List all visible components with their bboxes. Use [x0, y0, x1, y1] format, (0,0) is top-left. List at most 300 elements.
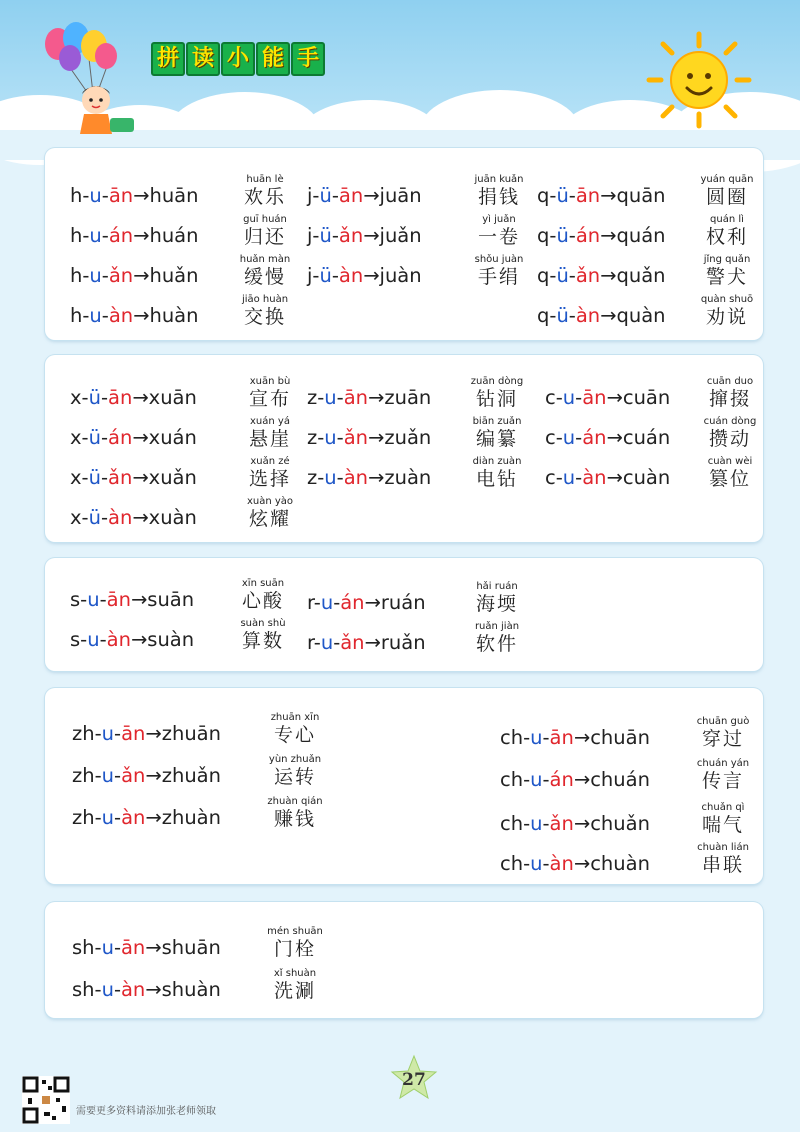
initial-consonant: zh: [72, 806, 95, 829]
arrow: →: [133, 264, 150, 287]
word-pinyin-annotation: ruǎn jiàn: [474, 621, 520, 632]
medial-vowel: u: [530, 768, 543, 791]
pinyin-entry: [537, 294, 777, 328]
word-characters: 运转: [273, 766, 316, 788]
initial-consonant: x: [70, 386, 82, 409]
medial-vowel: u: [562, 426, 576, 449]
medial-vowel: u: [530, 812, 543, 835]
pinyin-entry: [70, 254, 313, 288]
final-syllable: án: [108, 426, 133, 449]
hyphen: -: [542, 812, 550, 835]
word-characters: 海堧: [475, 593, 518, 615]
hyphen: -: [81, 386, 89, 409]
medial-vowel: ü: [88, 426, 101, 449]
word-pinyin-annotation: jiāo huàn: [241, 294, 289, 305]
result-syllable: zuǎn: [384, 426, 432, 449]
pinyin-spelling: [72, 806, 221, 830]
word-pinyin-annotation: chuán yán: [696, 758, 750, 769]
hyphen: -: [101, 224, 109, 247]
arrow: →: [133, 184, 150, 207]
arrow: →: [363, 184, 380, 207]
final-syllable: ān: [121, 722, 146, 745]
word-pinyin-annotation: shǒu juàn: [474, 254, 524, 265]
hyphen: -: [317, 386, 325, 409]
word-characters: 传言: [701, 770, 744, 792]
initial-consonant: ch: [500, 726, 524, 749]
final-syllable: ǎn: [575, 264, 601, 287]
title-char: 手: [291, 42, 325, 76]
initial-consonant: q: [537, 224, 550, 247]
final-syllable: ǎn: [121, 764, 146, 787]
word-pinyin-annotation: yuán quān: [700, 174, 754, 185]
result-syllable: ruǎn: [380, 631, 426, 654]
arrow: →: [145, 764, 162, 787]
final-syllable: án: [575, 224, 601, 247]
medial-vowel: u: [530, 726, 543, 749]
pinyin-entry: [72, 926, 323, 960]
example-word: [688, 758, 758, 792]
word-pinyin-annotation: xīn suān: [241, 578, 285, 589]
initial-consonant: ch: [500, 768, 524, 791]
example-word: [695, 456, 765, 490]
result-syllable: cuán: [622, 426, 671, 449]
pinyin-spelling: [307, 264, 422, 288]
result-syllable: shuàn: [161, 978, 221, 1001]
pinyin-entry: [70, 416, 310, 450]
initial-consonant: q: [537, 264, 550, 287]
initial-consonant: h: [70, 184, 83, 207]
title-char: 读: [186, 42, 220, 76]
word-characters: 圆圈: [705, 186, 748, 208]
hyphen: -: [80, 588, 88, 611]
word-characters: 撺掇: [708, 388, 751, 410]
medial-vowel: ü: [556, 264, 569, 287]
initial-consonant: c: [545, 466, 556, 489]
pinyin-spelling: [537, 184, 666, 208]
pinyin-spelling: [307, 426, 431, 450]
title-char: 能: [256, 42, 290, 76]
hyphen: -: [94, 978, 102, 1001]
result-syllable: huān: [149, 184, 199, 207]
hyphen: -: [523, 768, 531, 791]
final-syllable: án: [108, 224, 134, 247]
arrow: →: [363, 264, 380, 287]
medial-vowel: ü: [556, 184, 569, 207]
final-syllable: ǎn: [343, 426, 369, 449]
pinyin-spelling: [70, 426, 197, 450]
medial-vowel: u: [101, 806, 115, 829]
pinyin-spelling: [70, 184, 199, 208]
final-syllable: án: [549, 768, 574, 791]
word-pinyin-annotation: yì juǎn: [482, 214, 516, 225]
medial-vowel: u: [89, 264, 102, 287]
medial-vowel: u: [320, 591, 334, 614]
initial-consonant: q: [537, 184, 550, 207]
example-word: [230, 294, 300, 328]
example-word: [260, 926, 330, 960]
word-characters: 手绢: [477, 266, 520, 288]
word-characters: 赚钱: [273, 808, 316, 830]
sun-icon: [645, 30, 753, 130]
final-syllable: ān: [106, 588, 131, 611]
pinyin-entry: [72, 796, 323, 830]
initial-consonant: x: [70, 466, 82, 489]
hyphen: -: [312, 224, 320, 247]
arrow: →: [368, 386, 385, 409]
initial-consonant: r: [307, 591, 314, 614]
pinyin-spelling: [70, 386, 197, 410]
pinyin-entry: [72, 968, 317, 1002]
word-characters: 编纂: [475, 428, 518, 450]
word-pinyin-annotation: xuàn yào: [246, 496, 294, 507]
word-characters: 宣布: [248, 388, 291, 410]
hyphen: -: [317, 426, 325, 449]
hyphen: -: [82, 224, 90, 247]
pinyin-entry: [500, 716, 750, 750]
final-syllable: àn: [106, 628, 131, 651]
arrow: →: [573, 726, 591, 749]
word-characters: 权利: [705, 226, 748, 248]
pinyin-spelling: [500, 768, 650, 792]
qr-code-icon: [22, 1076, 70, 1124]
word-pinyin-annotation: biān zuǎn: [472, 416, 522, 427]
hyphen: -: [100, 506, 108, 529]
example-word: [235, 376, 305, 410]
example-word: [462, 376, 532, 410]
word-pinyin-annotation: xuán yá: [250, 416, 290, 427]
arrow: →: [573, 852, 591, 875]
result-syllable: zuàn: [384, 466, 432, 489]
pinyin-spelling: [72, 936, 221, 960]
word-characters: 穿过: [701, 728, 744, 750]
hyphen: -: [549, 184, 557, 207]
medial-vowel: ü: [319, 184, 332, 207]
result-syllable: shuān: [161, 936, 221, 959]
final-syllable: ān: [120, 936, 146, 959]
result-syllable: cuàn: [622, 466, 671, 489]
result-syllable: quán: [616, 224, 666, 247]
medial-vowel: u: [101, 722, 115, 745]
arrow: →: [145, 722, 162, 745]
word-pinyin-annotation: xǐ shuàn: [273, 968, 317, 979]
pinyin-entry: [545, 376, 785, 410]
medial-vowel: ü: [556, 304, 569, 327]
hyphen: -: [113, 978, 121, 1001]
hyphen: -: [100, 466, 108, 489]
medial-vowel: u: [530, 852, 543, 875]
arrow: →: [130, 628, 148, 651]
hyphen: -: [575, 386, 583, 409]
arrow: →: [573, 812, 591, 835]
result-syllable: suān: [147, 588, 195, 611]
example-word: [464, 174, 534, 208]
hyphen: -: [331, 224, 339, 247]
result-syllable: huán: [149, 224, 199, 247]
hyphen: -: [101, 184, 109, 207]
initial-consonant: r: [307, 631, 314, 654]
pinyin-entry: [70, 578, 310, 612]
word-pinyin-annotation: quán lì: [710, 214, 744, 225]
result-syllable: zhuàn: [161, 806, 221, 829]
word-pinyin-annotation: yùn zhuǎn: [268, 754, 322, 765]
example-word: [462, 581, 532, 615]
hyphen: -: [99, 628, 107, 651]
example-word: [692, 174, 762, 208]
pinyin-spelling: [70, 304, 199, 328]
hyphen: -: [568, 264, 576, 287]
hyphen: -: [94, 722, 102, 745]
initial-consonant: h: [70, 264, 83, 287]
initial-consonant: h: [70, 304, 83, 327]
word-characters: 串联: [701, 854, 744, 876]
pinyin-entry: [307, 456, 547, 490]
hyphen: -: [114, 764, 122, 787]
arrow: →: [600, 184, 617, 207]
initial-consonant: j: [307, 224, 313, 247]
example-word: [692, 254, 762, 288]
final-syllable: àn: [120, 978, 146, 1001]
medial-vowel: u: [87, 628, 100, 651]
arrow: →: [130, 588, 148, 611]
pinyin-entry: [537, 214, 777, 248]
pinyin-entry: [70, 214, 313, 248]
example-word: [464, 214, 534, 248]
medial-vowel: u: [101, 764, 115, 787]
initial-consonant: x: [70, 426, 82, 449]
arrow: →: [145, 936, 162, 959]
final-syllable: ān: [549, 726, 574, 749]
final-syllable: án: [340, 591, 365, 614]
word-characters: 篡位: [708, 468, 751, 490]
hyphen: -: [555, 386, 563, 409]
result-syllable: quǎn: [616, 264, 666, 287]
pinyin-entry: [72, 754, 322, 788]
final-syllable: àn: [338, 264, 364, 287]
title-char: 拼: [151, 42, 185, 76]
example-word: [462, 456, 532, 490]
pinyin-entry: [545, 456, 785, 490]
pinyin-spelling: [72, 764, 221, 788]
result-syllable: suàn: [147, 628, 195, 651]
final-syllable: ǎn: [340, 631, 365, 654]
final-syllable: ān: [343, 386, 369, 409]
initial-consonant: c: [545, 426, 556, 449]
initial-consonant: s: [70, 588, 81, 611]
hyphen: -: [568, 224, 576, 247]
word-pinyin-annotation: jǐng quǎn: [703, 254, 751, 265]
pinyin-entry: [70, 376, 310, 410]
hyphen: -: [81, 466, 89, 489]
arrow: →: [132, 506, 149, 529]
result-syllable: huàn: [149, 304, 199, 327]
hyphen: -: [94, 806, 102, 829]
word-characters: 欢乐: [243, 186, 286, 208]
hyphen: -: [331, 184, 339, 207]
arrow: →: [600, 264, 617, 287]
hyphen: -: [523, 852, 531, 875]
word-pinyin-annotation: huān lè: [246, 174, 284, 185]
example-word: [260, 754, 330, 788]
hyphen: -: [336, 466, 344, 489]
example-word: [230, 254, 300, 288]
pinyin-spelling: [70, 224, 199, 248]
final-syllable: àn: [343, 466, 369, 489]
pinyin-spelling: [545, 386, 670, 410]
example-word: [260, 712, 330, 746]
arrow: →: [368, 426, 385, 449]
example-word: [695, 376, 765, 410]
final-syllable: àn: [575, 304, 601, 327]
hyphen: -: [542, 852, 550, 875]
pinyin-spelling: [307, 591, 426, 615]
pinyin-entry: [307, 581, 547, 615]
word-characters: 劝说: [705, 306, 748, 328]
result-syllable: zuān: [384, 386, 432, 409]
arrow: →: [133, 224, 150, 247]
word-pinyin-annotation: zhuàn qián: [267, 796, 323, 807]
hyphen: -: [568, 184, 576, 207]
final-syllable: ǎn: [338, 224, 364, 247]
arrow: →: [364, 591, 381, 614]
result-syllable: chuān: [590, 726, 650, 749]
word-pinyin-annotation: zuān dòng: [470, 376, 524, 387]
pinyin-spelling: [70, 264, 199, 288]
arrow: →: [132, 466, 149, 489]
medial-vowel: u: [562, 466, 576, 489]
pinyin-spelling: [500, 726, 650, 750]
arrow: →: [132, 386, 149, 409]
arrow: →: [573, 768, 591, 791]
word-characters: 归还: [243, 226, 286, 248]
example-word: [695, 416, 765, 450]
final-syllable: ān: [575, 184, 601, 207]
final-syllable: ǎn: [549, 812, 574, 835]
initial-consonant: j: [307, 184, 313, 207]
hyphen: -: [568, 304, 576, 327]
pinyin-spelling: [307, 466, 431, 490]
word-pinyin-annotation: chuǎn qì: [701, 802, 745, 813]
word-characters: 缓慢: [243, 266, 286, 288]
hyphen: -: [549, 264, 557, 287]
final-syllable: ǎn: [108, 466, 133, 489]
hyphen: -: [81, 506, 89, 529]
example-word: [688, 716, 758, 750]
pinyin-spelling: [307, 631, 426, 655]
pinyin-spelling: [70, 588, 194, 612]
final-syllable: ǎn: [108, 264, 134, 287]
pinyin-spelling: [537, 304, 666, 328]
initial-consonant: ch: [500, 852, 524, 875]
pinyin-spelling: [537, 224, 666, 248]
hyphen: -: [100, 426, 108, 449]
medial-vowel: ü: [319, 264, 332, 287]
result-syllable: chuǎn: [590, 812, 650, 835]
final-syllable: àn: [108, 506, 133, 529]
arrow: →: [132, 426, 149, 449]
arrow: →: [145, 978, 162, 1001]
pinyin-spelling: [70, 628, 194, 652]
result-syllable: zhuǎn: [161, 764, 221, 787]
hyphen: -: [114, 722, 122, 745]
pinyin-entry: [70, 496, 310, 530]
example-word: [228, 578, 298, 612]
example-word: [688, 802, 758, 836]
arrow: →: [133, 304, 150, 327]
initial-consonant: h: [70, 224, 83, 247]
medial-vowel: u: [89, 224, 102, 247]
example-word: [692, 214, 762, 248]
medial-vowel: u: [324, 466, 337, 489]
word-pinyin-annotation: huǎn màn: [239, 254, 291, 265]
hyphen: -: [549, 304, 557, 327]
hyphen: -: [313, 631, 321, 654]
hyphen: -: [81, 426, 89, 449]
arrow: →: [145, 806, 162, 829]
pinyin-entry: [70, 456, 310, 490]
example-word: [260, 796, 330, 830]
hyphen: -: [100, 386, 108, 409]
final-syllable: án: [582, 426, 607, 449]
result-syllable: xuán: [148, 426, 197, 449]
hyphen: -: [336, 386, 344, 409]
hyphen: -: [82, 304, 90, 327]
hyphen: -: [113, 936, 121, 959]
hyphen: -: [82, 184, 90, 207]
result-syllable: chuàn: [590, 852, 650, 875]
initial-consonant: zh: [72, 722, 95, 745]
example-word: [462, 416, 532, 450]
initial-consonant: s: [70, 628, 81, 651]
balloon-girl-icon: [36, 22, 146, 140]
final-syllable: ān: [582, 386, 607, 409]
hyphen: -: [80, 628, 88, 651]
result-syllable: xuān: [148, 386, 197, 409]
medial-vowel: ü: [88, 506, 101, 529]
word-pinyin-annotation: mén shuān: [267, 926, 323, 937]
arrow: →: [363, 224, 380, 247]
initial-consonant: c: [545, 386, 556, 409]
pinyin-entry: [537, 254, 777, 288]
initial-consonant: q: [537, 304, 550, 327]
initial-consonant: sh: [72, 978, 95, 1001]
pinyin-spelling: [70, 466, 197, 490]
pinyin-entry: [500, 758, 750, 792]
hyphen: -: [542, 726, 550, 749]
pinyin-entry: [307, 254, 550, 288]
example-word: [230, 214, 300, 248]
hyphen: -: [523, 726, 531, 749]
hyphen: -: [101, 304, 109, 327]
hyphen: -: [575, 426, 583, 449]
word-characters: 选择: [248, 468, 291, 490]
pinyin-spelling: [307, 224, 422, 248]
medial-vowel: u: [562, 386, 576, 409]
pinyin-spelling: [545, 466, 670, 490]
pinyin-spelling: [537, 264, 666, 288]
word-characters: 门栓: [273, 938, 316, 960]
hyphen: -: [94, 764, 102, 787]
medial-vowel: u: [324, 426, 337, 449]
pinyin-entry: [307, 376, 547, 410]
medial-vowel: ü: [556, 224, 569, 247]
pinyin-spelling: [72, 722, 221, 746]
initial-consonant: j: [307, 264, 313, 287]
pinyin-spelling: [307, 184, 422, 208]
word-pinyin-annotation: diàn zuàn: [472, 456, 522, 467]
word-pinyin-annotation: xuǎn zé: [250, 456, 290, 467]
medial-vowel: ü: [88, 466, 101, 489]
arrow: →: [606, 386, 623, 409]
